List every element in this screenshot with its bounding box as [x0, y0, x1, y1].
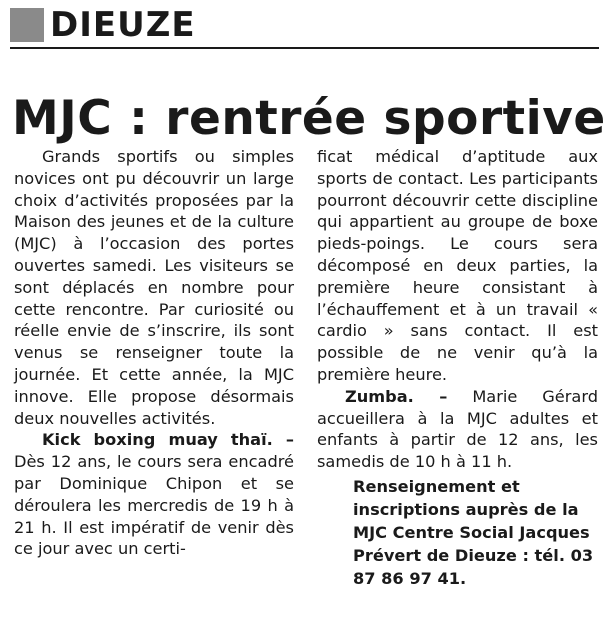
kickboxing-paragraph	[14, 429, 294, 560]
zumba-title: Zumba. –	[345, 386, 448, 406]
section-label: DIEUZE	[50, 5, 196, 45]
header-rule	[10, 47, 599, 49]
kickboxing-text-right: ficat médical d’aptitude aux sports de contact. Les participants pourront découvrir cette discipline qui appartient au groupe de boxe pieds-poings. Le cours sera décomposé en deux parties, la première heure consistant à l’échauffement et à un travail « cardio » sans contact. Il est possible de ne venir qu’à la première heure.	[317, 147, 598, 384]
zumba-paragraph	[317, 386, 598, 473]
article-column-right	[317, 146, 598, 590]
section-tag	[10, 4, 196, 46]
article-intro: Grands sportifs ou simples novices ont pu découvrir un large choix d’activités proposées par la Maison des jeunes et de la culture (MJC) à l’occasion des portes ouvertes samedi. Les visiteurs se sont déplacés en nombre pour cette rencontre. Par curiosité ou réelle envie de s’inscrire, ils sont venus se renseigner toute la journée. Et cette année, la MJC innove. Elle propose désormais deux nouvelles activités.	[14, 147, 294, 428]
headline: MJC : rentrée sportive	[12, 91, 606, 147]
kickboxing-title: Kick boxing muay thaï. –	[42, 430, 294, 450]
section-tag-square	[10, 8, 44, 42]
info-box: Renseignement et inscriptions auprès de la MJC Centre Social Jacques Prévert de Dieuze : tél. 03 87 86 97 41.	[353, 476, 594, 588]
zumba-text: Marie Gérard accueillera à la MJC adultes et enfants à partir de 12 ans, les samedis de 10 h à 11 h.	[317, 386, 598, 472]
article-column-left	[14, 146, 294, 560]
kickboxing-text-left: Dès 12 ans, le cours sera encadré par Dominique Chipon et se déroulera les mercredis de 19 h à 21 h. Il est impératif de venir dès ce jour avec un certi-	[14, 452, 294, 559]
